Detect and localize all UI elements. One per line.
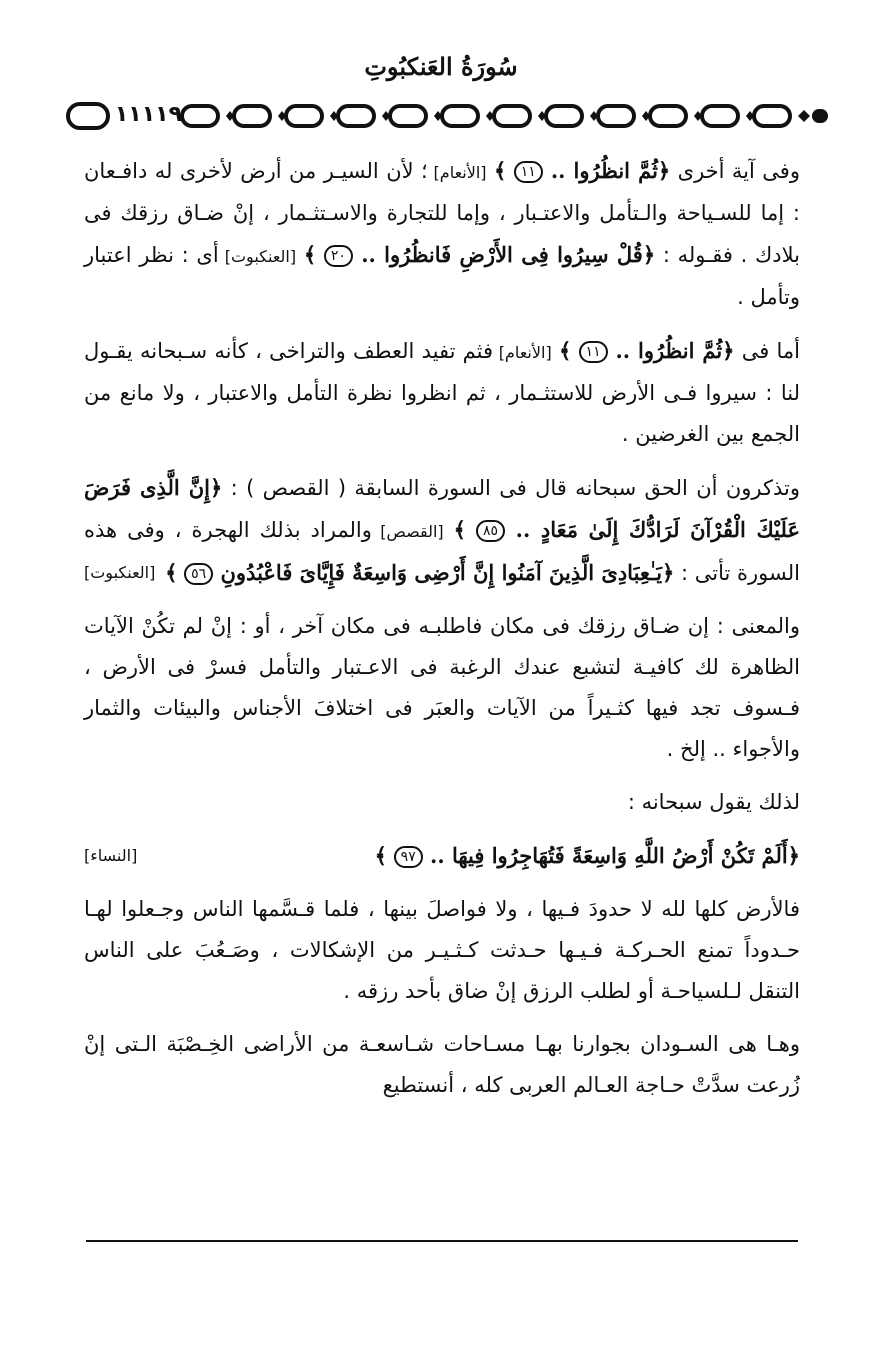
surah-title: سُورَةُ العَنكبُوتِ bbox=[364, 52, 518, 81]
surah-reference: [الأنعام] bbox=[427, 163, 487, 182]
text: ؛ لأن السيـر من أرض لأخرى له دافـعان : إما للسـياحة والـتأمل والاعتـبار ، وإما للتجارة والاسـتثـمار ، إنْ ضـاق رزقك فى بلادك . فقـوله : bbox=[84, 159, 801, 267]
paragraph-3 bbox=[84, 467, 800, 594]
quran-bracket: ﴾ bbox=[453, 517, 466, 542]
ayah-number: ٥٦ bbox=[184, 563, 213, 585]
paragraph-6 bbox=[84, 835, 800, 877]
surah-reference: [العنكبوت] bbox=[84, 563, 156, 582]
text: لذلك يقول سبحانه : bbox=[627, 790, 800, 814]
text: أما فى bbox=[734, 339, 801, 363]
ayah-number: ٢٠ bbox=[324, 245, 353, 267]
paragraph-1 bbox=[84, 150, 800, 318]
ayah-number: ١١ bbox=[514, 161, 543, 183]
quran-verse: ﴿ثُمَّ انظُرُوا .. bbox=[542, 158, 671, 183]
quran-bracket: ﴾ bbox=[165, 560, 178, 585]
quran-verse: ﴿يَـٰعِبَادِىَ الَّذِينَ آمَنُوا إِنَّ أَرْضِى وَاسِعَةٌ فَإِيَّاىَ فَاعْبُدُونِ bbox=[213, 560, 675, 585]
quran-bracket: ﴾ bbox=[374, 843, 387, 868]
paragraph-8 bbox=[84, 1024, 800, 1106]
text: والمعنى : إن ضـاق رزقك فى مكان فاطلبـه فى مكان آخر ، أو : إنْ لم تكُنْ الآيات الظاهرة لك كافيـة لتشبع عندك الرغبة فى الاعـتبار والتأمل فسرْ فى الأرض ، فـسوف تجد فيها كثـيراً من الآيات والعبَر فى اختلافَ الأجناس والبيئات والثمار والأجواء .. إلخ . bbox=[84, 614, 800, 761]
ayah-number: ٨٥ bbox=[476, 520, 505, 542]
paragraph-5 bbox=[84, 782, 800, 823]
quran-verse: ﴿قُلْ سِيرُوا فِى الأَرْضِ فَانظُرُوا .. bbox=[352, 242, 656, 267]
text: وفى آية أخرى bbox=[670, 159, 800, 183]
text: فالأرض كلها لله لا حدودَ فـيها ، ولا فواصلَ بينها ، فلما قـسَّمها الناس وجـعلوا لهـا حـدوداً تمنع الحـركـة فـيـها حـدثت كـثـيـر من الإشكالات ، وصَـعُبَ على الناس التنقل لـلسياحـة أو لطلب الرزق إنْ ضاق بأحد رزقه . bbox=[84, 897, 800, 1003]
paragraph-2 bbox=[84, 330, 800, 455]
quran-verse: ﴿ثُمَّ انظُرُوا .. bbox=[607, 338, 735, 363]
ayah-number: ١١ bbox=[579, 341, 608, 363]
surah-reference: [العنكبوت] bbox=[218, 247, 297, 266]
quran-verse: ﴿إِنَّ الَّذِى فَرَضَ عَلَيْكَ الْقُرْآنَ لَرَادُّكَ إِلَىٰ مَعَادٍ .. bbox=[84, 475, 800, 542]
paragraph-4 bbox=[84, 606, 800, 770]
footer-divider bbox=[86, 1240, 798, 1242]
quran-verse: ﴿أَلَمْ تَكُنْ أَرْضُ اللَّهِ وَاسِعَةً فَتُهَاجِرُوا فِيهَا .. bbox=[422, 843, 800, 868]
text: والمراد بذلك الهجرة ، وفى هذه السورة تأتى : bbox=[84, 518, 800, 585]
text: أى : نظر اعتبار وتأمل . bbox=[84, 243, 800, 309]
page-number: ١١١١٩ bbox=[114, 102, 182, 127]
quran-bracket: ﴾ bbox=[558, 338, 572, 363]
main-text bbox=[84, 150, 800, 1118]
surah-reference: [الأنعام] bbox=[493, 343, 552, 362]
text: وهـا هى السـودان بجوارنا بهـا مسـاحات شـاسعـة من الأراضى الخِـصْبَة الـتى إنْ زُرعت سدَّتْ حـاجة العـالم العربى كله ، أنستطيع bbox=[84, 1032, 800, 1097]
ayah-number: ٩٧ bbox=[394, 846, 423, 868]
text: فثم تفيد العطف والتراخى ، كأنه سـبحانه يقـول لنا : سيروا فـى الأرض للاستثـمار ، ثم انظروا نظرة التأمل والاعتبار ، ولا مانع من الجمع بين الغرضين . bbox=[84, 339, 800, 446]
text: وتذكرون أن الحق سبحانه قال فى السورة السابقة ( القصص ) : bbox=[222, 476, 801, 500]
quran-bracket: ﴾ bbox=[303, 242, 317, 267]
paragraph-7 bbox=[84, 889, 800, 1012]
surah-reference: [النساء] bbox=[84, 846, 138, 865]
quran-bracket: ﴾ bbox=[494, 158, 507, 183]
surah-reference: [القصص] bbox=[371, 522, 444, 541]
